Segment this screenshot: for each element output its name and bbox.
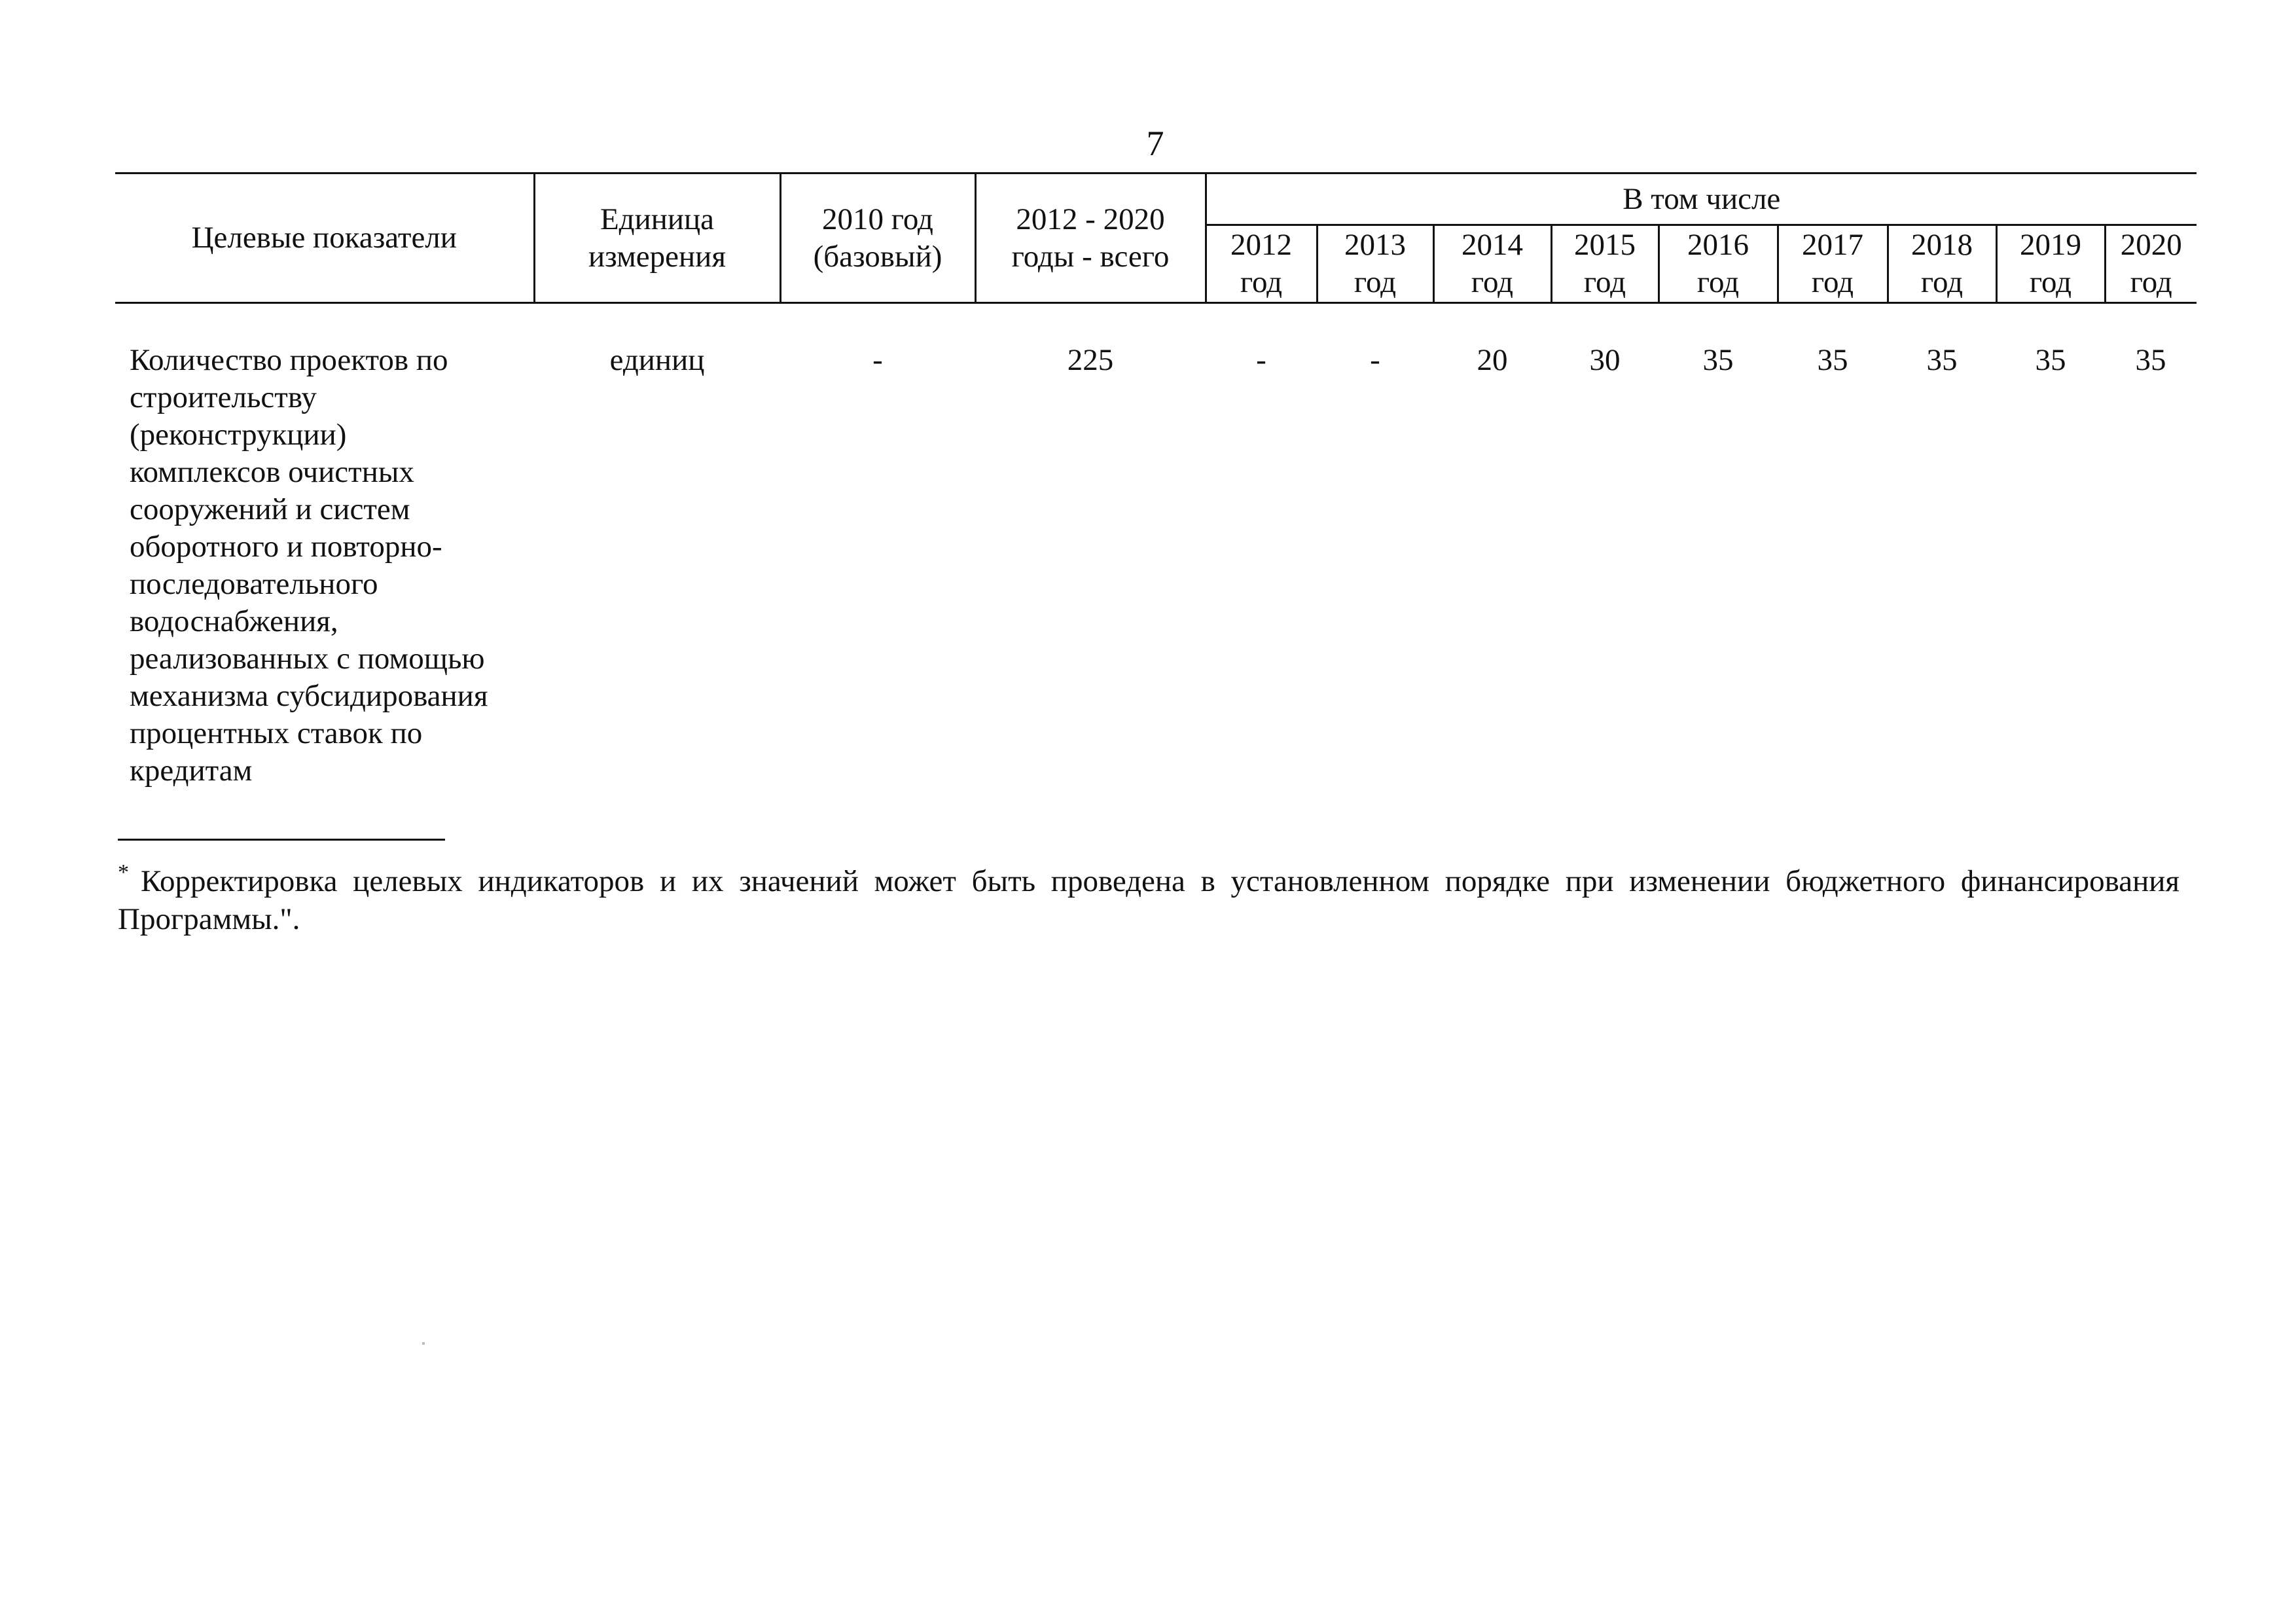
header-unit	[534, 173, 780, 303]
footnote	[118, 854, 2179, 938]
cell-total: 225	[1067, 343, 1114, 377]
header-total	[975, 173, 1206, 303]
year-suffix: год	[1583, 265, 1626, 299]
indicator-line: сооружений и систем	[130, 492, 410, 526]
year-label: 2012	[1230, 228, 1292, 262]
header-indicator: Целевые показатели	[115, 173, 534, 303]
indicator-line: реализованных с помощью	[130, 642, 485, 676]
year-suffix: год	[2130, 265, 2172, 299]
cell-base: -	[872, 343, 883, 377]
footnote-separator	[118, 839, 445, 841]
year-suffix: год	[1920, 265, 1964, 299]
cell-year-2019: 35	[2035, 343, 2066, 377]
year-suffix: год	[1240, 265, 1283, 299]
header-year-2020	[2105, 225, 2197, 303]
header-base-text: 2010 год (базовый)	[813, 202, 942, 274]
indicator-line: комплексов очистных	[130, 455, 414, 489]
year-label: 2016	[1687, 228, 1749, 262]
header-year-2019	[1996, 225, 2105, 303]
indicator-line: процентных ставок по	[130, 716, 423, 750]
cell-year-2014: 20	[1477, 343, 1508, 377]
indicator-line: кредитам	[130, 754, 253, 788]
year-suffix: год	[2029, 265, 2072, 299]
table-row	[115, 303, 2197, 790]
cell-year-2020: 35	[2135, 343, 2166, 377]
indicator-line: механизма субсидирования	[130, 679, 488, 713]
cell-year-2015: 30	[1589, 343, 1621, 377]
year-label: 2014	[1462, 228, 1523, 262]
year-label: 2018	[1911, 228, 1973, 262]
header-year-2012	[1206, 225, 1317, 303]
header-year-2014	[1433, 225, 1551, 303]
footnote-text: Корректировка целевых индикаторов и их значений может быть проведена в установленном порядке при изменении бюджетного финансирования Программы.".	[118, 864, 2179, 936]
header-row-top	[115, 173, 2197, 225]
header-total-text: 2012 - 2020 годы - всего	[1011, 202, 1170, 274]
cell-indicator	[115, 303, 534, 790]
indicator-line: строительству	[130, 380, 317, 414]
page-number: 7	[1146, 124, 1164, 163]
indicator-line: (реконструкции)	[130, 418, 347, 452]
header-year-2013	[1317, 225, 1433, 303]
indicators-table	[115, 172, 2197, 790]
cell-year-2013: -	[1370, 343, 1380, 377]
cell-year-2018: 35	[1926, 343, 1958, 377]
cell-year-2016: 35	[1702, 343, 1734, 377]
header-unit-text: Единица измерения	[588, 202, 726, 274]
year-suffix: год	[1811, 265, 1854, 299]
year-suffix: год	[1471, 265, 1514, 299]
header-year-2016	[1659, 225, 1778, 303]
cell-unit: единиц	[609, 343, 705, 377]
indicator-line: оборотного и повторно-	[130, 530, 442, 564]
footnote-marker: *	[118, 860, 129, 884]
indicator-line: водоснабжения,	[130, 604, 338, 638]
indicators-table-wrapper	[115, 172, 2197, 790]
indicator-line: Количество проектов по	[130, 343, 448, 377]
header-base-year	[780, 173, 975, 303]
header-year-2018	[1888, 225, 1996, 303]
year-label: 2017	[1802, 228, 1863, 262]
header-year-2017	[1778, 225, 1888, 303]
year-suffix: год	[1354, 265, 1397, 299]
scan-artifact-dot	[422, 1342, 425, 1345]
year-label: 2019	[2020, 228, 2081, 262]
year-label: 2015	[1574, 228, 1636, 262]
indicator-line: последовательного	[130, 567, 378, 601]
cell-year-2017: 35	[1817, 343, 1848, 377]
year-label: 2020	[2120, 228, 2182, 262]
header-group-including: В том числе	[1206, 173, 2197, 225]
year-label: 2013	[1344, 228, 1406, 262]
year-suffix: год	[1696, 265, 1740, 299]
cell-year-2012: -	[1256, 343, 1266, 377]
header-year-2015	[1551, 225, 1659, 303]
